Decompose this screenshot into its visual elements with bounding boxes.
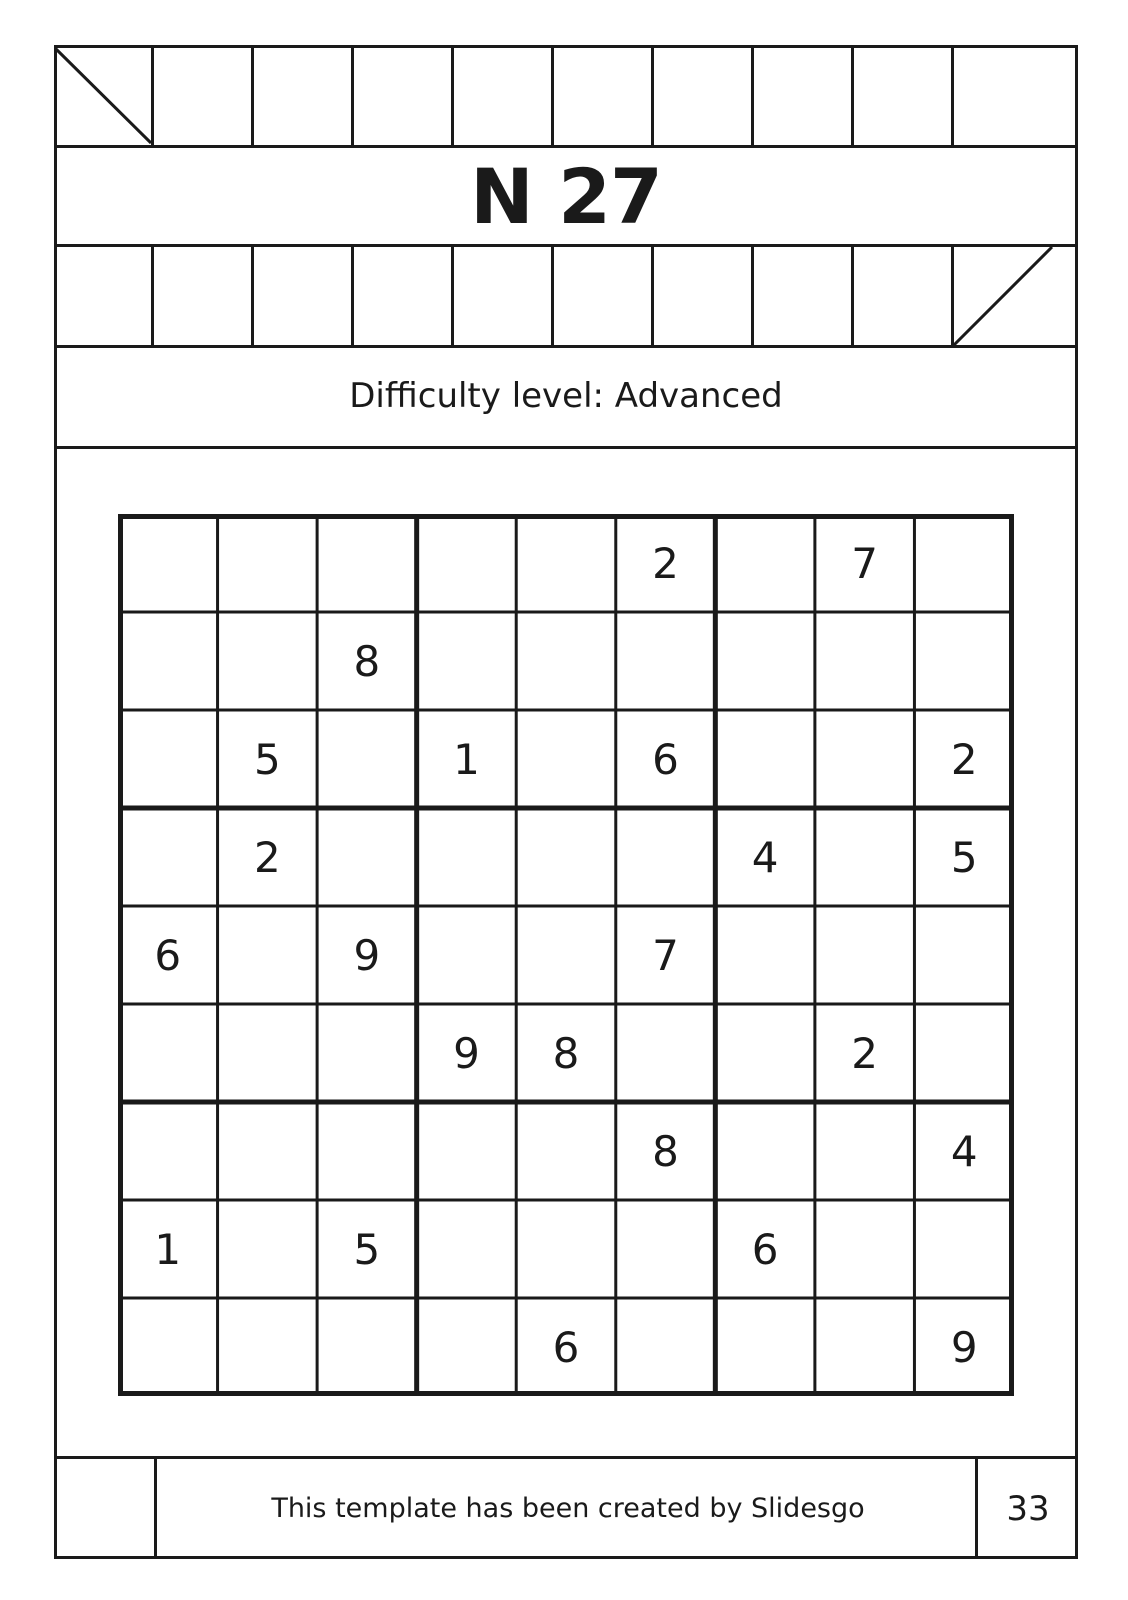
- sudoku-cell[interactable]: [417, 906, 517, 1004]
- footer: [54, 1458, 1078, 1559]
- sudoku-cell[interactable]: 4: [751, 832, 779, 882]
- sudoku-cell[interactable]: [715, 1004, 815, 1102]
- sudoku-cell[interactable]: [715, 1298, 815, 1396]
- deco-cell: [354, 45, 454, 145]
- sudoku-cell[interactable]: [218, 612, 318, 710]
- deco-cell: [54, 45, 154, 145]
- sudoku-cell[interactable]: [417, 1102, 517, 1200]
- sudoku-cell[interactable]: 8: [552, 1028, 580, 1078]
- sudoku-cell[interactable]: [317, 710, 417, 808]
- deco-cell: [254, 247, 354, 347]
- sudoku-cell[interactable]: [616, 1298, 716, 1396]
- sudoku-cell[interactable]: 2: [253, 832, 281, 882]
- sudoku-cell[interactable]: [317, 1004, 417, 1102]
- sudoku-cell[interactable]: [317, 1298, 417, 1396]
- sudoku-cell[interactable]: [516, 710, 616, 808]
- sudoku-cell[interactable]: 2: [851, 1028, 879, 1078]
- sudoku-cell[interactable]: 6: [652, 734, 679, 784]
- sudoku-cell[interactable]: [616, 1004, 716, 1102]
- sudoku-cell[interactable]: 4: [950, 1126, 978, 1176]
- sudoku-cell[interactable]: 9: [950, 1322, 978, 1372]
- sudoku-grid: [118, 514, 1014, 1396]
- sudoku-cell[interactable]: [118, 710, 218, 808]
- sudoku-cell[interactable]: 2: [950, 734, 978, 784]
- sudoku-cell[interactable]: [914, 906, 1014, 1004]
- sudoku-cell[interactable]: [218, 1298, 318, 1396]
- sudoku-cell[interactable]: [317, 514, 417, 612]
- diagonal-corner-icon: [954, 247, 1054, 347]
- deco-cell: [454, 45, 554, 145]
- sudoku-cell[interactable]: [815, 710, 915, 808]
- sudoku-cell[interactable]: 6: [154, 930, 182, 980]
- deco-cell: [354, 247, 454, 347]
- sudoku-cell[interactable]: [118, 1102, 218, 1200]
- sudoku-cell[interactable]: [417, 808, 517, 906]
- deco-cell: [854, 247, 954, 347]
- sudoku-cell[interactable]: [118, 514, 218, 612]
- sudoku-cell[interactable]: 7: [851, 538, 879, 588]
- sudoku-cell[interactable]: 1: [154, 1224, 182, 1274]
- sudoku-cell[interactable]: [715, 1102, 815, 1200]
- deco-cell: [754, 247, 854, 347]
- sudoku-cell[interactable]: 9: [353, 930, 381, 980]
- sudoku-cell[interactable]: [914, 612, 1014, 710]
- sudoku-cell[interactable]: [118, 1298, 218, 1396]
- sudoku-cell[interactable]: [417, 1200, 517, 1298]
- sudoku-cell[interactable]: [815, 612, 915, 710]
- sudoku-cell[interactable]: 8: [652, 1126, 679, 1176]
- sudoku-cell[interactable]: [815, 1102, 915, 1200]
- deco-cell: [454, 247, 554, 347]
- deco-cell: [554, 247, 654, 347]
- sudoku-cell[interactable]: [516, 808, 616, 906]
- sudoku-cell[interactable]: [516, 514, 616, 612]
- sudoku-cell[interactable]: [417, 612, 517, 710]
- sudoku-cell[interactable]: 5: [353, 1224, 381, 1274]
- sudoku-cell[interactable]: [516, 1200, 616, 1298]
- sudoku-cell[interactable]: [118, 1004, 218, 1102]
- sudoku-cell[interactable]: 6: [552, 1322, 580, 1372]
- sudoku-cell[interactable]: [914, 514, 1014, 612]
- sudoku-cell[interactable]: [118, 808, 218, 906]
- sudoku-cell[interactable]: 1: [453, 734, 480, 784]
- page-number: 33: [1006, 1488, 1050, 1529]
- sudoku-cell[interactable]: [417, 1298, 517, 1396]
- sudoku-cell[interactable]: [417, 514, 517, 612]
- bottom-decorative-row: [54, 247, 1078, 347]
- diagonal-corner-icon: [54, 45, 154, 145]
- sudoku-cell[interactable]: [218, 1200, 318, 1298]
- sudoku-cell[interactable]: [815, 906, 915, 1004]
- difficulty-label: Difficulty level: Advanced: [349, 376, 783, 416]
- deco-cell: [154, 45, 254, 145]
- sudoku-cell[interactable]: [317, 1102, 417, 1200]
- sudoku-cell[interactable]: [218, 514, 318, 612]
- top-decorative-row: [54, 45, 1078, 145]
- sudoku-cell[interactable]: 2: [652, 538, 679, 588]
- deco-cell: [554, 45, 654, 145]
- sudoku-cell[interactable]: [218, 1102, 318, 1200]
- sudoku-cell[interactable]: 7: [652, 930, 679, 980]
- sudoku-cell[interactable]: 8: [353, 636, 381, 686]
- deco-cell: [254, 45, 354, 145]
- sudoku-cell[interactable]: [815, 808, 915, 906]
- footer-credit: This template has been created by Slidesgo: [271, 1493, 865, 1524]
- divider-line: [54, 446, 1078, 449]
- sudoku-cell[interactable]: [218, 1004, 318, 1102]
- sudoku-cell[interactable]: [616, 808, 716, 906]
- sudoku-cell[interactable]: [516, 1102, 616, 1200]
- sudoku-cell[interactable]: [715, 612, 815, 710]
- deco-cell: [754, 45, 854, 145]
- deco-cell: [854, 45, 954, 145]
- deco-cell: [154, 247, 254, 347]
- sudoku-cell[interactable]: [218, 906, 318, 1004]
- deco-cell: [654, 45, 754, 145]
- sudoku-cell[interactable]: [516, 612, 616, 710]
- sudoku-cell[interactable]: [118, 612, 218, 710]
- sudoku-cell[interactable]: [914, 1004, 1014, 1102]
- sudoku-cell[interactable]: [715, 906, 815, 1004]
- sudoku-cell[interactable]: [616, 612, 716, 710]
- sudoku-cell[interactable]: [715, 514, 815, 612]
- sudoku-cell[interactable]: [715, 710, 815, 808]
- sudoku-cell[interactable]: 6: [751, 1224, 779, 1274]
- footer-divider: [154, 1458, 157, 1559]
- sudoku-cell[interactable]: [815, 1298, 915, 1396]
- sudoku-cell[interactable]: [815, 1200, 915, 1298]
- sudoku-cell[interactable]: 5: [253, 734, 281, 784]
- sudoku-cell[interactable]: [914, 1200, 1014, 1298]
- deco-cell: [54, 247, 154, 347]
- sudoku-cell[interactable]: 5: [950, 832, 978, 882]
- sudoku-cell[interactable]: [317, 808, 417, 906]
- puzzle-title: N 27: [470, 151, 662, 241]
- deco-cell: [654, 247, 754, 347]
- sudoku-cell[interactable]: [516, 906, 616, 1004]
- sudoku-cell[interactable]: [616, 1200, 716, 1298]
- sudoku-cell[interactable]: 9: [453, 1028, 480, 1078]
